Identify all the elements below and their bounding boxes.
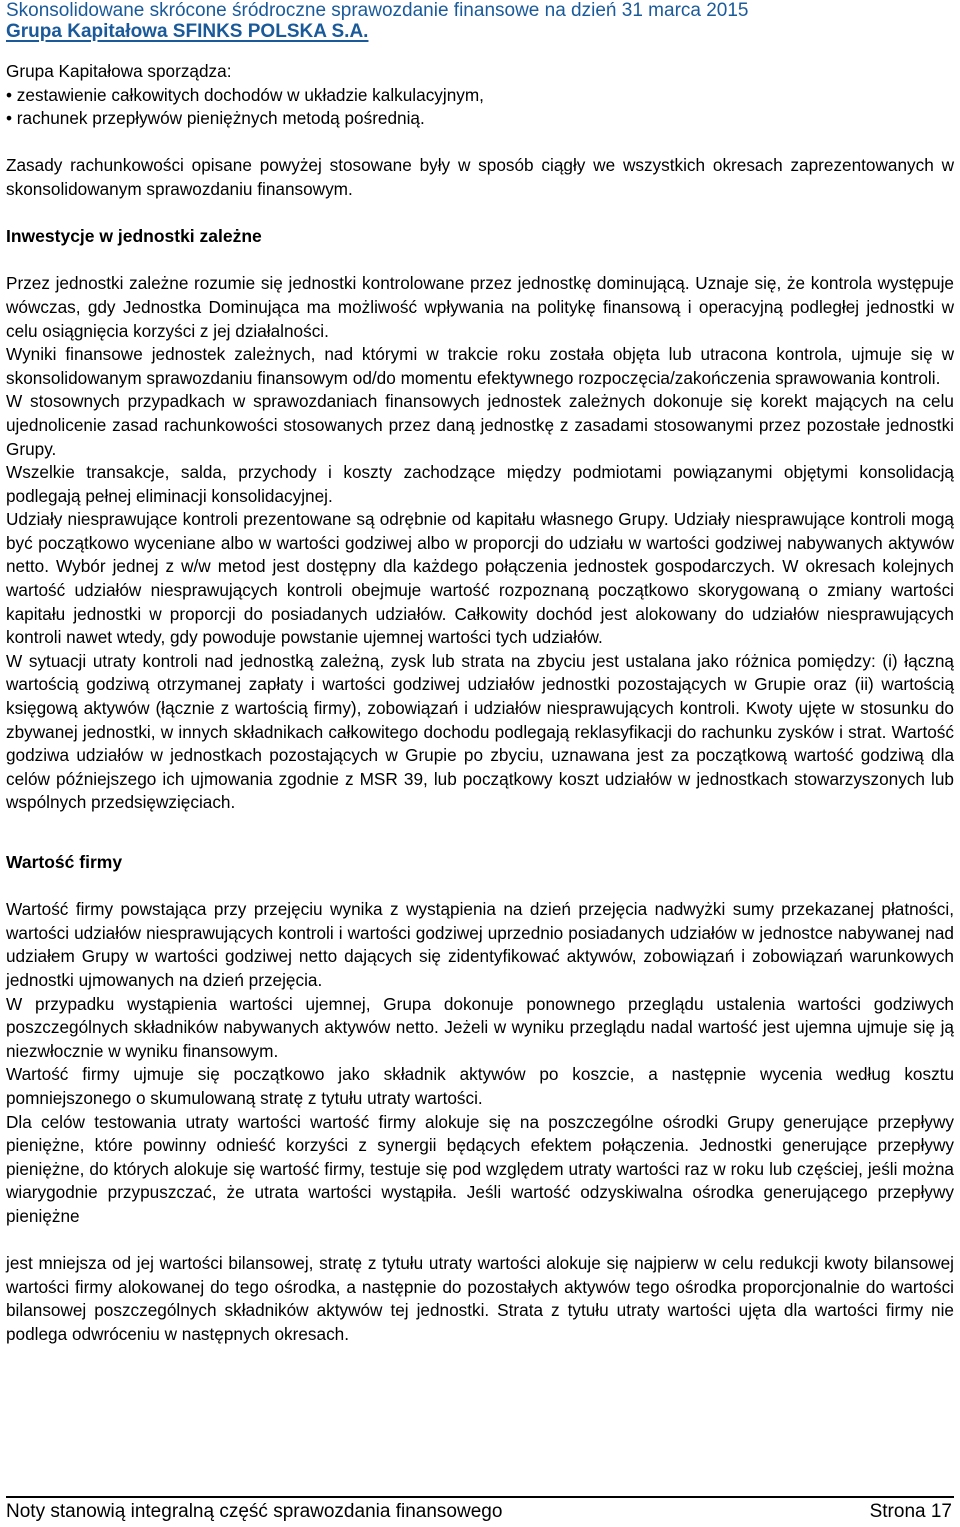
page-number: Strona 17 <box>869 1501 952 1522</box>
goodwill-paragraph-1: Wartość firmy powstająca przy przejęciu wynika z wystąpienia na dzień przejęcia nadwyżki sumy przekazanej płatności, wartości udziałów niesprawujących kontroli i wartości godziwej uprzednio posiadanych udziałów w jednostce nabywanej nad udziałem Grupy w wartości godziwej netto dających się zidentyfikować aktywów, zobowiązań i zobowiązań warunkowych jednostki ujmowanych na dzień przejęcia. <box>6 899 954 990</box>
section-heading-goodwill: Wartość firmy <box>6 852 123 872</box>
spacer <box>6 1229 954 1253</box>
intro-lead: Grupa Kapitałowa sporządza: <box>6 61 232 81</box>
goodwill-paragraph-4: Dla celów testowania utraty wartości wartość firmy alokuje się na poszczególne ośrodki Grupy generujące przepływy pieniężne, które powinny odnieść korzyści z synergii będących efektem połączenia. Jednostki generujące przepływy pieniężne, do których alokuje się wartość firmy, testuje się pod względem utraty wartości raz w roku lub częściej, jeśli można wiarygodnie przypuszczać, że utrata wartości wystąpiła. Jeśli wartość odzyskiwalna ośrodka generującego przepływy pieniężne <box>6 1111 954 1226</box>
page-body <box>6 60 954 1346</box>
subsidiaries-paragraph-6: W sytuacji utraty kontroli nad jednostką zależną, zysk lub strata na zbyciu jest ustalana jako różnica pomiędzy: (i) łączną wartością godziwą otrzymanej zapłaty i wartości godziwej udziałów jednostki pozostających w Grupie oraz (ii) wartością księgową aktywów (łącznie z wartością firmy), zobowiązań i udziałów niesprawujących kontroli. Kwoty ujęte w stosunku do zbywanej jednostki, w innych składnikach całkowitego dochodu podlegają reklasyfikacji do rachunku zysków i strat. Wartość godziwa udziałów w jednostkach pozostających w Grupie po zbyciu, uznawana jest za początkową wartość godziwą dla celów późniejszego ich ujmowania zgodnie z MSR 39, lub początkowy koszt udziałów w jednostkach stowarzyszonych lub wspólnych przedsięwzięciach. <box>6 650 954 813</box>
subsidiaries-paragraph-4: Wszelkie transakcje, salda, przychody i koszty zachodzące między podmiotami powiązanymi objętymi konsolidacją podlegają pełnej eliminacji konsolidacyjnej. <box>6 462 954 506</box>
subsidiaries-paragraph-1: Przez jednostki zależne rozumie się jednostki kontrolowane przez jednostkę dominującą. Uznaje się, że kontrola występuje wówczas, gdy Jednostka Dominująca ma możliwość wpływania na politykę finansową i operacyjną podległej jednostki w celu osiągnięcia korzyści z jej działalności. <box>6 273 954 341</box>
goodwill-paragraph-5: jest mniejsza od jej wartości bilansowej, stratę z tytułu utraty wartości alokuje się najpierw w celu redukcji kwoty bilansowej wartości firmy alokowanej do tego ośrodka, a następnie do pozostałych aktywów tego ośrodka proporcjonalnie do wartości bilansowej poszczególnych składników aktywów tej jednostki. Strata z tytułu utraty wartości ujęta dla wartości firmy nie podlega odwróceniu w następnych okresach. <box>6 1253 954 1344</box>
spacer <box>6 815 954 851</box>
spacer <box>6 131 954 155</box>
spacer <box>6 202 954 226</box>
footer-divider <box>6 1496 954 1498</box>
subsidiaries-paragraph-5: Udziały niesprawujące kontroli prezentowane są odrębnie od kapitału własnego Grupy. Udziały niesprawujące kontroli mogą być początkowo wyceniane albo w wartości godziwej albo w proporcji do udziału w wartości godziwej nabywanych aktywów netto. Wybór jednej z w/w metod jest dostępny dla każdego połączenia jednostek gospodarczych. W okresach kolejnych wartość udziałów niesprawujących kontroli obejmuje wartość rozpoznaną początkowo skorygowaną o zmiany wartości kapitału jednostki w proporcji do posiadanych udziałów. Całkowity dochód jest alokowany do udziałów niesprawujących kontroli nawet wtedy, gdy powoduje powstanie ujemnej wartości tych udziałów. <box>6 509 954 648</box>
footer-note: Noty stanowią integralną część sprawozdania finansowego <box>6 1501 503 1522</box>
intro-bullet-1: • zestawienie całkowitych dochodów w układzie kalkulacyjnym, <box>6 84 954 108</box>
spacer <box>6 249 954 273</box>
spacer <box>6 875 954 899</box>
goodwill-paragraph-3: Wartość firmy ujmuje się początkowo jako składnik aktywów po koszcie, a następnie wycenia według kosztu pomniejszonego o skumulowaną stratę z tytułu utraty wartości. <box>6 1064 954 1108</box>
section-heading-subsidiaries: Inwestycje w jednostki zależne <box>6 226 262 247</box>
goodwill-paragraph-2: W przypadku wystąpienia wartości ujemnej, Grupa dokonuje ponownego przeglądu ustalenia wartości godziwych poszczególnych składników nabywanych aktywów netto. Jeżeli w wyniku przeglądu nadal wartość jest ujemna ujmuje się ją niezwłocznie w wyniku finansowym. <box>6 993 954 1061</box>
subsidiaries-paragraph-3: W stosownych przypadkach w sprawozdaniach finansowych jednostek zależnych dokonuje się korekt mających na celu ujednolicenie zasad rachunkowości stosowanych przez daną jednostkę z zasadami stosowanymi przez pozostałe jednostki Grupy. <box>6 391 954 459</box>
intro-bullet-2: • rachunek przepływów pieniężnych metodą pośrednią. <box>6 107 954 131</box>
consistency-paragraph: Zasady rachunkowości opisane powyżej stosowane były w sposób ciągły we wszystkich okresach zaprezentowanych w skonsolidowanym sprawozdaniu finansowym. <box>6 155 954 199</box>
document-header-title: Skonsolidowane skrócone śródroczne sprawozdanie finansowe na dzień 31 marca 2015 <box>6 0 749 21</box>
subsidiaries-paragraph-2: Wyniki finansowe jednostek zależnych, nad którymi w trakcie roku została objęta lub utracona kontrola, ujmuje się w skonsolidowanym sprawozdaniu finansowym od/do momentu efektywnego rozpoczęcia/zakończenia sprawowania kontroli. <box>6 344 954 388</box>
document-header-company: Grupa Kapitałowa SFINKS POLSKA S.A. <box>6 21 369 42</box>
